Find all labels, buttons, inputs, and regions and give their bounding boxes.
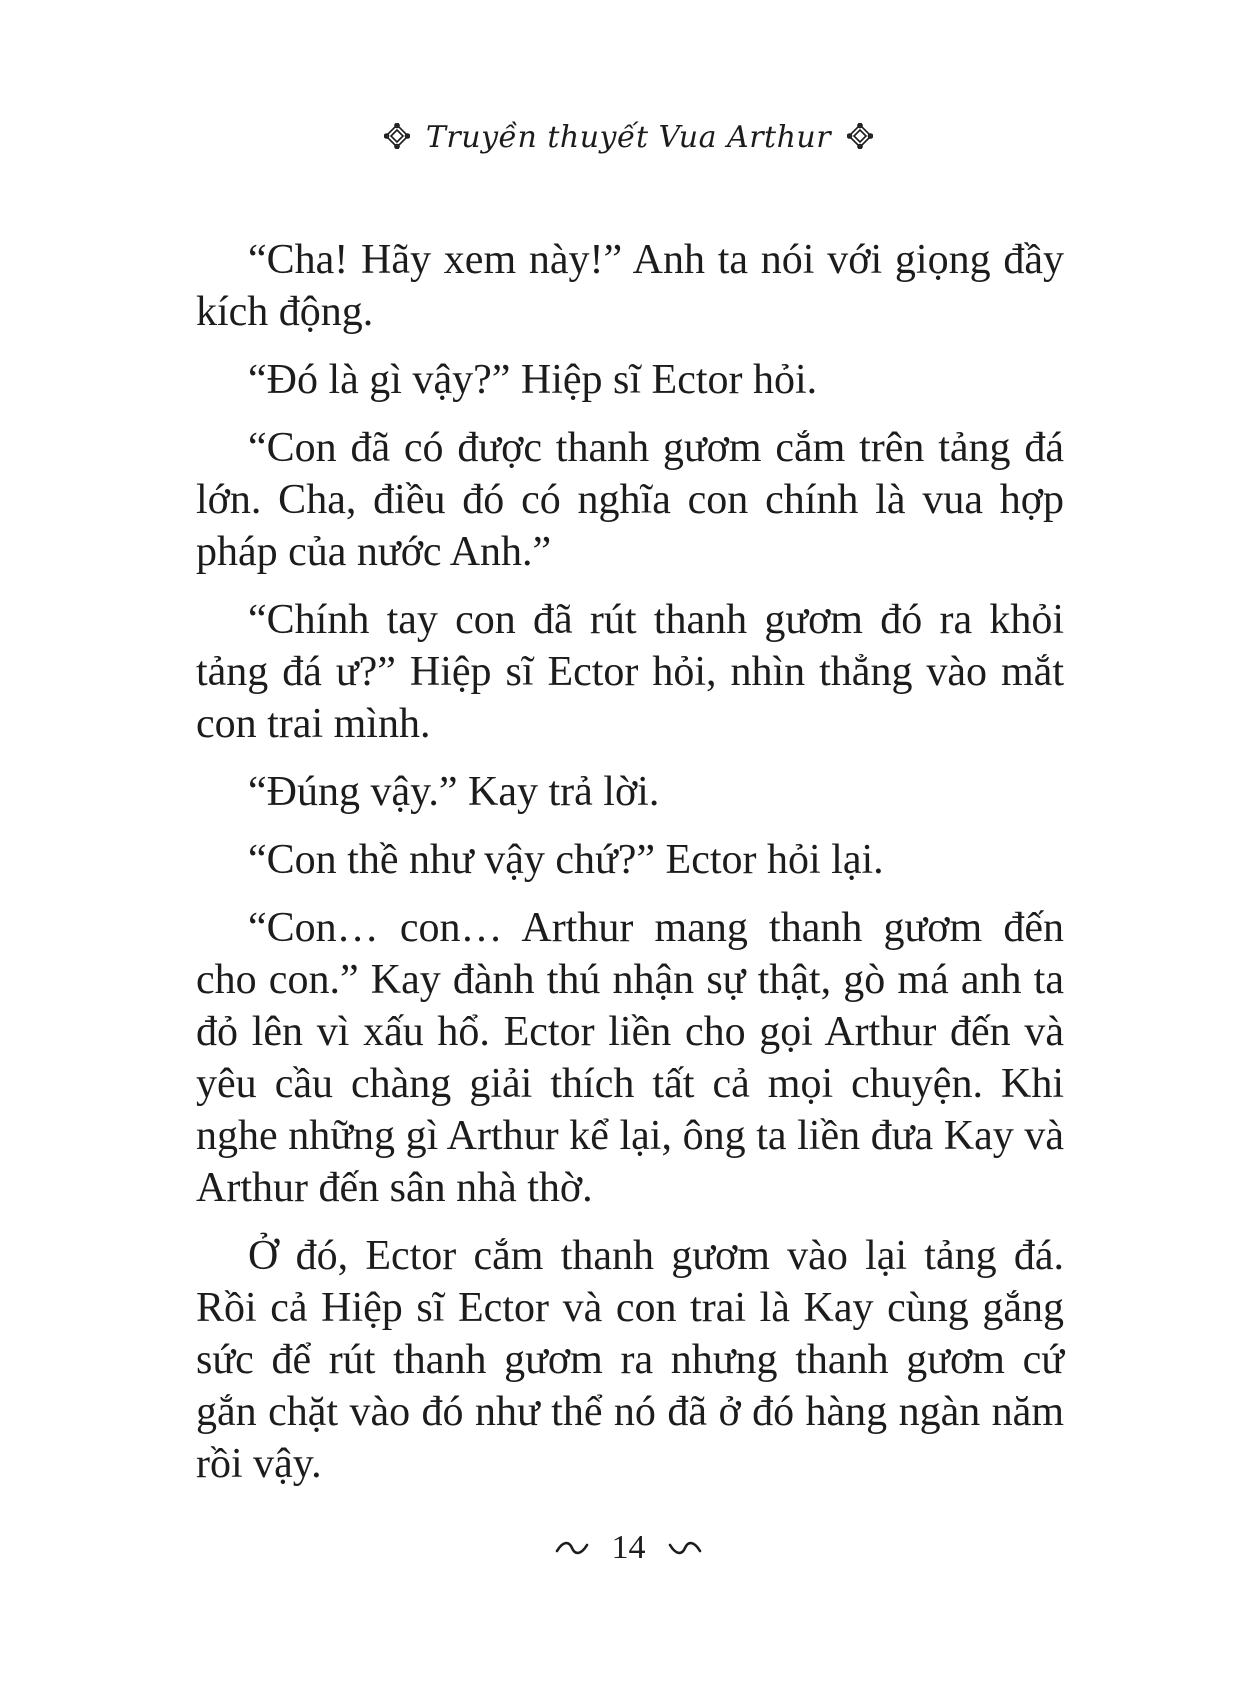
paragraph: “Con đã có được thanh gươm cắm trên tảng đá lớn. Cha, điều đó có nghĩa con chính là vua hợp pháp của nước Anh.”: [196, 425, 1064, 575]
page-number: 14: [611, 1529, 646, 1566]
book-title: Truyền thuyết Vua Arthur: [425, 120, 832, 155]
body-text: [196, 234, 1064, 1506]
knot-ornament-icon-right: [847, 123, 873, 149]
paragraph: “Đó là gì vậy?” Hiệp sĩ Ector hỏi.: [248, 357, 818, 403]
paragraph: “Chính tay con đã rút thanh gươm đó ra khỏi tảng đá ư?” Hiệp sĩ Ector hỏi, nhìn thẳng vào mắt con trai mình.: [196, 597, 1064, 747]
paragraph: “Cha! Hãy xem này!” Anh ta nói với giọng đầy kích động.: [196, 237, 1064, 335]
page-footer: [0, 1528, 1257, 1568]
paragraph: “Đúng vậy.” Kay trả lời.: [248, 769, 660, 815]
paragraph: “Con… con… Arthur mang thanh gươm đến cho con.” Kay đành thú nhận sự thật, gò má anh ta đỏ lên vì xấu hổ. Ector liền cho gọi Arthur đến và yêu cầu chàng giải thích tất cả mọi chuyện. Khi nghe những gì Arthur kể lại, ông ta liền đưa Kay và Arthur đến sân nhà thờ.: [196, 905, 1064, 1211]
running-header: [0, 118, 1257, 158]
paragraph: Ở đó, Ector cắm thanh gươm vào lại tảng đá. Rồi cả Hiệp sĩ Ector và con trai là Kay cùng gắng sức để rút thanh gươm ra nhưng thanh gươm cứ gắn chặt vào đó như thể nó đã ở đó hàng ngàn năm rồi vậy.: [196, 1233, 1064, 1487]
swash-ornament-icon-right: [668, 1539, 702, 1557]
swash-ornament-icon-left: [555, 1539, 589, 1557]
knot-ornament-icon-left: [384, 123, 410, 149]
paragraph: “Con thề như vậy chứ?” Ector hỏi lại.: [248, 837, 884, 883]
